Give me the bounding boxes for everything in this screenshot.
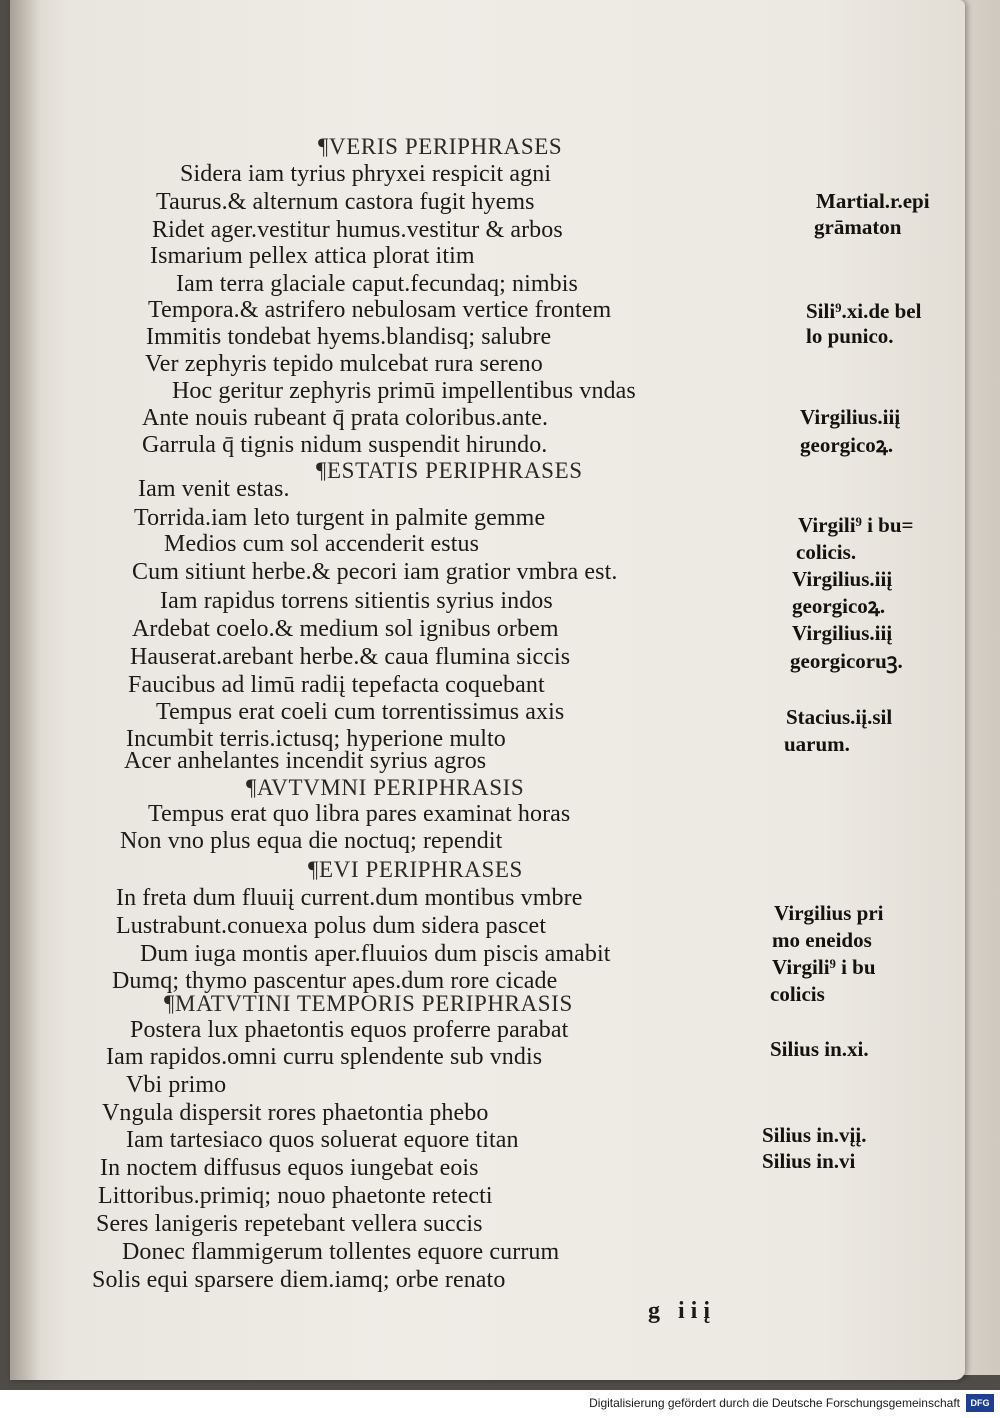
heading-estatis: ¶ESTATIS PERIPHRASES	[316, 458, 583, 483]
margin-note: lo punico.	[806, 324, 894, 348]
verse-line: Medios cum sol accenderit estus	[164, 531, 480, 557]
verse-line: Iam venit estas.	[138, 476, 290, 502]
verse-line: Donec flammigerum tollentes equore currum	[122, 1239, 560, 1265]
verse-line: Iam rapidos.omni curru splendente sub vndis	[106, 1044, 543, 1070]
margin-note: Silius in.vįį.	[762, 1123, 867, 1147]
footer-credit: Digitalisierung gefördert durch die Deutsche Forschungsgemeinschaft	[589, 1396, 960, 1410]
verse-line: Vbi primo	[126, 1072, 227, 1098]
margin-note: colicis	[770, 982, 825, 1006]
verse-line: Postera lux phaetontis equos proferre parabat	[130, 1017, 569, 1043]
margin-note: Silius in.xi.	[770, 1037, 869, 1061]
verse-line: Iam rapidus torrens sitientis syrius indos	[160, 588, 553, 614]
verse-line: Ver zephyris tepido mulcebat rura sereno	[145, 351, 543, 377]
verse-line: Garrula q̄ tignis nidum suspendit hirundo.	[142, 432, 548, 458]
heading-evi: ¶EVI PERIPHRASES	[308, 857, 523, 882]
verse-line: Incumbit terris.ictusq; hyperione multo	[126, 726, 506, 752]
verse-line: Ridet ager.vestitur humus.vestitur & arbos	[152, 217, 563, 243]
verse-line: Torrida.iam leto turgent in palmite gemme	[134, 505, 546, 531]
heading-autumni: ¶AVTVMNI PERIPHRASIS	[246, 775, 525, 800]
verse-line: In noctem diffusus equos iungebat eois	[100, 1155, 479, 1181]
margin-note: grāmaton	[814, 215, 902, 239]
margin-note: Virgili⁹ i bu=	[798, 513, 914, 537]
dfg-logo: DFG	[966, 1394, 994, 1412]
verse-line: Ismarium pellex attica plorat itim	[150, 243, 475, 269]
margin-note: Virgilius.iiį	[800, 405, 901, 429]
verse-line: Vngula dispersit rores phaetontia phebo	[102, 1100, 489, 1126]
margin-note: Silius in.vi	[762, 1149, 856, 1173]
verse-line: Solis equi sparsere diem.iamq; orbe renato	[92, 1267, 506, 1293]
margin-note: georgicoꝝ.	[792, 594, 886, 618]
verse-line: Non vno plus equa die noctuq; rependit	[120, 828, 503, 854]
margin-note: georgicoruꝫ.	[790, 649, 903, 673]
signature-mark: g iiį	[648, 1298, 717, 1324]
verse-line: Lustrabunt.conuexa polus dum sidera pascet	[116, 913, 547, 939]
margin-note: Virgili⁹ i bu	[772, 955, 876, 979]
verse-line: Seres lanigeris repetebant vellera succis	[96, 1211, 483, 1237]
heading-matutini: ¶MATVTINI TEMPORIS PERIPHRASIS	[164, 991, 573, 1016]
margin-note: Martial.r.epi	[816, 189, 930, 213]
margin-note: Virgilius.iiį	[792, 621, 893, 645]
verse-line: Hoc geritur zephyris primū impellentibus vndas	[172, 378, 636, 404]
verse-line: Cum sitiunt herbe.& pecori iam gratior vmbra est.	[132, 559, 618, 585]
verse-line: Ardebat coelo.& medium sol ignibus orbem	[132, 616, 559, 642]
margin-note: colicis.	[796, 540, 857, 564]
verse-line: Sidera iam tyrius phryxei respicit agni	[180, 161, 552, 187]
digitization-footer	[0, 1390, 1000, 1418]
verse-line: Acer anhelantes incendit syrius agros	[124, 748, 487, 774]
margin-note: uarum.	[784, 732, 850, 756]
verse-line: In freta dum fluuiį current.dum montibus vmbre	[116, 885, 583, 911]
verse-line: Iam tartesiaco quos soluerat equore titan	[126, 1127, 519, 1153]
verse-line: Littoribus.primiq; nouo phaetonte retecti	[98, 1183, 493, 1209]
verse-line: Dumq; thymo pascentur apes.dum rore cicade	[112, 968, 558, 994]
margin-note: Sili⁹.xi.de bel	[806, 299, 922, 323]
verse-line: Tempus erat quo libra pares examinat horas	[148, 801, 571, 827]
verse-line: Faucibus ad limū radiį tepefacta coquebant	[128, 672, 545, 698]
margin-note: Stacius.iį.sil	[786, 705, 893, 729]
verse-line: Ante nouis rubeant q̄ prata coloribus.ante.	[142, 405, 549, 431]
verse-line: Iam terra glaciale caput.fecundaq; nimbis	[176, 271, 578, 297]
spine-shadow	[10, 0, 40, 1380]
margin-note: Virgilius.iiį	[792, 567, 893, 591]
margin-note: Virgilius pri	[774, 901, 884, 925]
heading-veris: ¶VERIS PERIPHRASES	[318, 134, 563, 159]
verse-line: Tempus erat coeli cum torrentissimus axis	[156, 699, 565, 725]
margin-note: mo eneidos	[772, 928, 872, 952]
verse-line: Hauserat.arebant herbe.& caua flumina siccis	[130, 644, 571, 670]
verse-line: Immitis tondebat hyems.blandisq; salubre	[146, 324, 552, 350]
verse-line: Tempora.& astrifero nebulosam vertice frontem	[148, 297, 612, 323]
verse-line: Dum iuga montis aper.fluuios dum piscis amabit	[140, 941, 611, 967]
verse-line: Taurus.& alternum castora fugit hyems	[156, 189, 535, 215]
margin-note: georgicoꝝ.	[800, 433, 894, 457]
